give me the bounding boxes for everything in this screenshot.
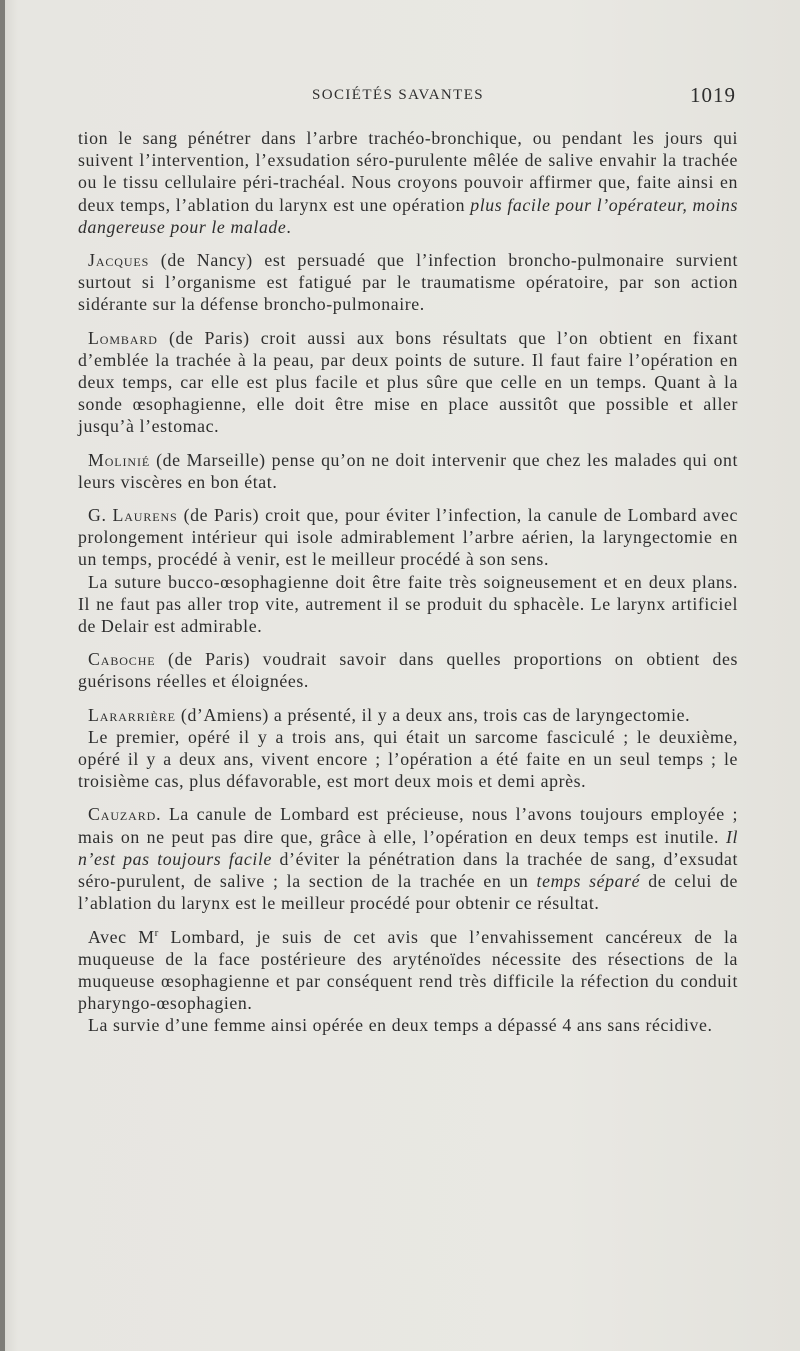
text-segment: (d’Amiens) a présenté, il y a deux ans, trois cas de laryngectomie. xyxy=(175,704,691,725)
text-segment: (de Paris) croit que, pour éviter l’infection, la canule de Lombard avec prolongement intérieur qui isole admirablement l’arbre aérien, la laryngectomie en un temps, procédé à venir, est le meilleur procédé à son sens. xyxy=(78,505,738,570)
paragraph-cauzard xyxy=(78,803,738,914)
text-segment: Le premier, opéré il y a trois ans, qui était un sarcome fasciculé ; le deuxième, opéré il y a deux ans, vivent encore ; l’opération a été faite en un seul temps ; le troisième cas, plus défavorable, est mort deux mois et demi après. xyxy=(78,726,738,792)
text-segment: tion le sang pénétrer dans l’arbre trachéo-bronchique, ou pendant les jours qui suivent l’intervention, l’exsudation séro-purulente mêlée de salive envahir la trachée ou le tissu cellulaire péri-trachéal. Nous croyons pouvoir affirmer que, faite ainsi en deux temps, l’ablation du larynx est une opération xyxy=(78,128,738,215)
text-segment: La suture bucco-œsophagienne doit être faite très soigneusement et en deux plans. Il ne faut pas aller trop vite, autrement il se produit du sphacèle. Le larynx artificiel de Delair est admirable. xyxy=(78,571,738,637)
emphasis-text: Il n’est pas toujours facile xyxy=(78,826,738,869)
paragraph-lombard xyxy=(78,327,738,438)
author-name: Jacques xyxy=(88,250,150,271)
emphasis-text: plus facile pour l’opérateur, moins dangereuse pour le malade xyxy=(78,194,738,237)
paragraph-laurens xyxy=(78,504,738,571)
author-name: Laurens xyxy=(112,505,178,526)
page-number: 1019 xyxy=(690,83,736,107)
text-segment: (de Paris) croit aussi aux bons résultats que l’on obtient en fixant d’emblée la trachée à la peau, par deux points de suture. Il faut faire l’opération en deux temps, car elle est plus facile et plus sûre que celle en un temps. Quant à la sonde œsophagienne, elle doit être mise en place aussitôt que possible et aller jusqu’à l’estomac. xyxy=(78,327,738,437)
paragraph-jacques xyxy=(78,249,738,316)
emphasis-text: temps séparé xyxy=(536,871,641,892)
text-segment: (de Marseille) pense qu’on ne doit intervenir que chez les malades qui ont leurs viscères en bon état. xyxy=(78,449,738,492)
text-segment: Lombard, je suis de cet avis que l’envahissement cancéreux de la muqueuse de la face postérieure des aryténoïdes nécessite des résections de la muqueuse œsophagienne et par conséquent rend très difficile la réfection du conduit pharyngo-œsophagien. xyxy=(78,926,738,1014)
running-title: SOCIÉTÉS SAVANTES xyxy=(312,87,485,103)
paragraph-continuation xyxy=(78,127,738,238)
text-segment: de celui de l’ablation du larynx est le meilleur procédé pour obtenir ce résultat. xyxy=(78,871,738,914)
text-segment: (de Paris) voudrait savoir dans quelles proportions on obtient des guérisons réelles et éloignées. xyxy=(78,649,738,692)
paragraph-laurens-suture xyxy=(78,571,738,638)
text-segment: (de Nancy) est persuadé que l’infection broncho-pulmonaire survient surtout si l’organisme est fatigué par le traumatisme opératoire, par son action sidérante sur la défense broncho-pulmonaire. xyxy=(78,250,738,315)
body-text xyxy=(78,127,738,1037)
paragraph-molinie xyxy=(78,449,738,493)
author-name: Lombard xyxy=(88,327,158,348)
superscript-text: r xyxy=(154,926,159,939)
text-segment: La survie d’une femme ainsi opérée en deux temps a dépassé 4 ans sans récidive. xyxy=(88,1015,713,1036)
text-segment: G. xyxy=(88,505,113,526)
text-segment: . La canule de Lombard est précieuse, nous l’avons toujours employée ; mais on ne peut pas dire que, grâce à elle, l’opération en deux temps est inutile. xyxy=(78,804,738,847)
text-segment: Avec M xyxy=(88,926,155,947)
author-name: Molinié xyxy=(88,449,151,470)
author-name: Lararrière xyxy=(88,704,176,725)
paragraph-lararriere xyxy=(78,704,738,726)
author-name: Caboche xyxy=(88,649,156,670)
paragraph-cauzard-survie xyxy=(78,1014,738,1036)
paragraph-cauzard-lombard xyxy=(78,926,738,1015)
text-segment: d’éviter la pénétration dans la trachée de sang, d’exsudat séro-purulent, de salive ; la section de la trachée en un xyxy=(78,848,738,892)
running-head xyxy=(0,83,800,113)
paragraph-caboche xyxy=(78,648,738,692)
paragraph-lararriere-cases xyxy=(78,726,738,793)
author-name: Cauzard xyxy=(88,804,157,825)
text-segment: . xyxy=(286,216,292,237)
